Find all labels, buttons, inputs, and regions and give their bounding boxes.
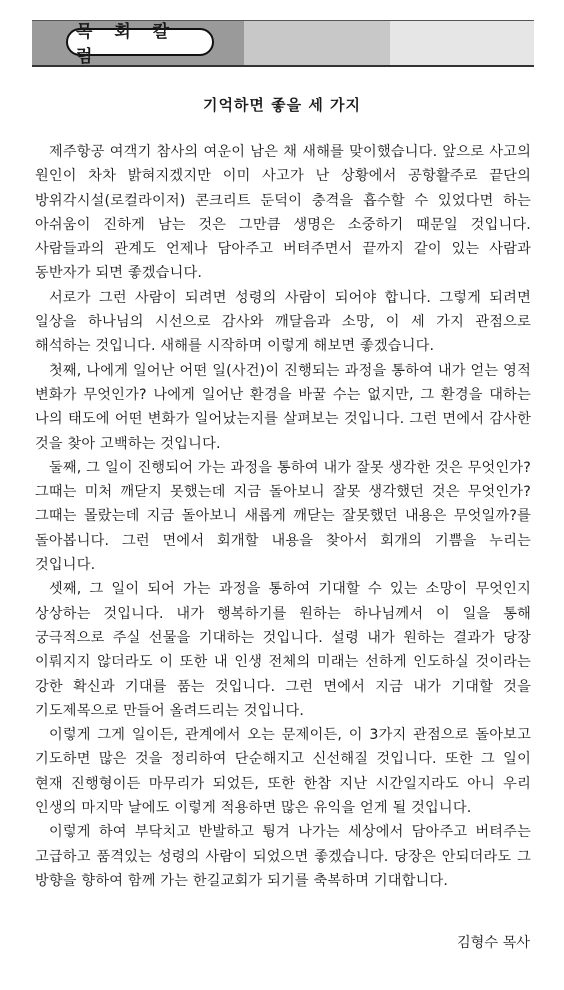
header-dark-block <box>32 21 244 65</box>
column-label: 목 회 칼 럼 <box>66 28 214 56</box>
author-signature: 김형수 목사 <box>456 935 530 951</box>
article-body <box>35 140 531 893</box>
paragraph: 첫째, 나에게 일어난 어떤 일(사건)이 진행되는 과정을 통하여 내가 얻는 영적 변화가 무엇인가? 나에게 일어난 환경을 바꿀 수는 없지만, 그 환경을 대하는 나의 태도에 어떤 변화가 일어났는지를 살펴보는 것입니다. 그런 면에서 감사한 것을 찾아 고백하는 것입니다. <box>35 362 531 452</box>
paragraph: 이렇게 그게 일이든, 관계에서 오는 문제이든, 이 3가지 관점으로 돌아보고 기도하면 많은 것을 정리하여 단순해지고 신선해질 것입니다. 또한 그 일이 현재 진행형이든 마무리가 되었든, 또한 한참 지난 시간일지라도 아니 우리 인생의 마지막 날에도 이렇게 적용하면 많은 유익을 얻게 될 것입니다. <box>35 727 531 817</box>
column-header-bar <box>32 20 534 67</box>
header-light-block <box>390 21 534 65</box>
paragraph: 셋째, 그 일이 되어 가는 과정을 통하여 기대할 수 있는 소망이 무엇인지 상상하는 것입니다. 내가 행복하기를 원하는 하나님께서 이 일을 통해 궁극적으로 주실 선물을 기대하는 것입니다. 설령 내가 원하는 결과가 당장 이뤄지지 않더라도 이 또한 내 인생 전체의 미래는 선하게 인도하실 것이라는 강한 확신과 기대를 품는 것입니다. 그런 면에서 지금 내가 기대할 것을 기도제목으로 만들어 올려드리는 것입니다. <box>35 581 531 719</box>
paragraph: 둘째, 그 일이 진행되어 가는 과정을 통하여 내가 잘못 생각한 것은 무엇인가? 그때는 미처 깨닫지 못했는데 지금 돌아보니 잘못 생각했던 것은 무엇인가? 그때는 몰랐는데 지금 돌아보니 새롭게 깨닫는 잘못했던 내용은 무엇일까?를 돌아봅니다. 그런 면에서 회개할 내용을 찾아서 회개의 기쁨을 누리는 것입니다. <box>35 459 531 574</box>
paragraph: 제주항공 여객기 참사의 여운이 남은 채 새해를 맞이했습니다. 앞으로 사고의 원인이 차차 밝혀지겠지만 이미 사고가 난 상황에서 공항활주로 끝단의 방위각시설(로컬라이저) 콘크리트 둔덕이 충격을 흡수할 수 있었다면 하는 아쉬움이 진하게 남는 것은 그만큼 생명은 소중하기 때문일 것입니다. 사람들과의 관계도 언제나 담아주고 버텨주면서 끝까지 같이 있는 사람과 동반자가 되면 좋겠습니다. <box>35 144 531 282</box>
article-title: 기억하면 좋을 세 가지 <box>202 96 362 114</box>
header-mid-block <box>244 21 390 65</box>
paragraph: 이렇게 하여 부닥치고 반발하고 튕겨 나가는 세상에서 담아주고 버텨주는 고급하고 품격있는 성령의 사람이 되었으면 좋겠습니다. 당장은 안되더라도 그 방향을 향하여 함께 가는 한길교회가 되기를 축복하며 기대합니다. <box>35 824 531 889</box>
paragraph: 서로가 그런 사람이 되려면 성령의 사람이 되어야 합니다. 그렇게 되려면 일상을 하나님의 시선으로 감사와 깨달음과 소망, 이 세 가지 관점으로 해석하는 것입니다. 새해를 시작하며 이렇게 해보면 좋겠습니다. <box>35 289 531 355</box>
